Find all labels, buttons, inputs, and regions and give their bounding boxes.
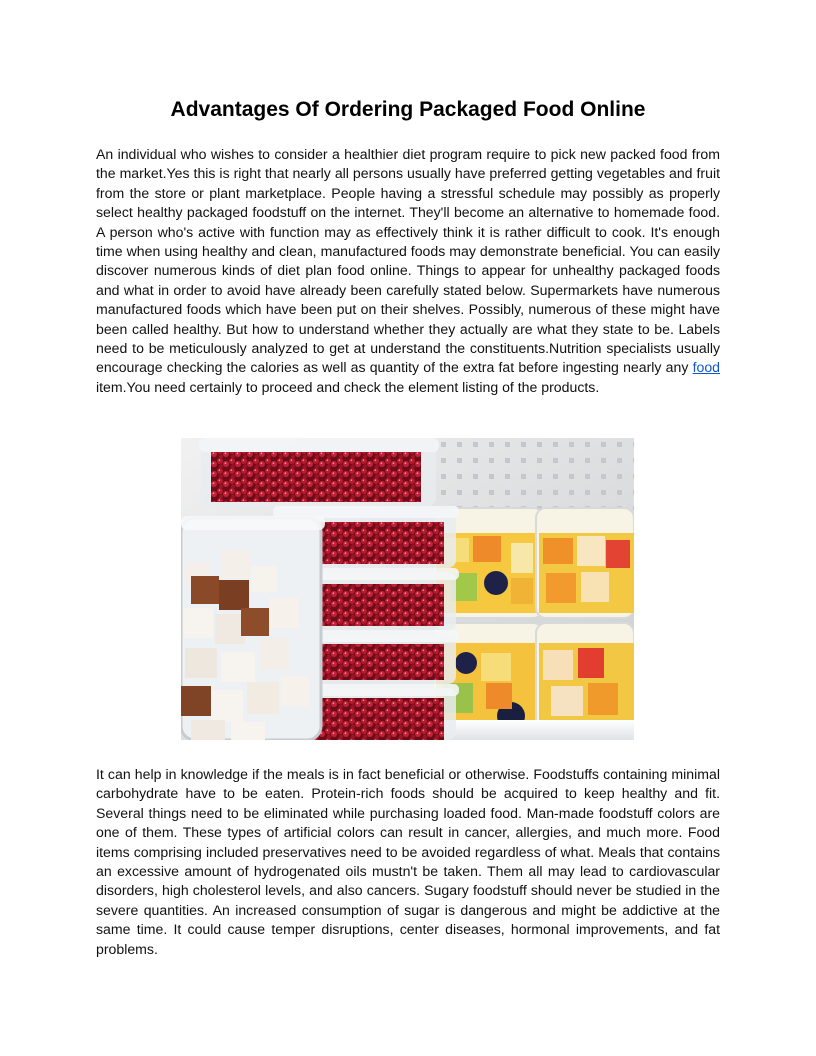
page-title: Advantages Of Ordering Packaged Food Online: [170, 98, 646, 121]
intro-text-after-link: item.You need certainly to proceed and check the element listing of the products.: [96, 378, 600, 395]
body-paragraph: It can help in knowledge if the meals is in fact beneficial or otherwise. Foodstuffs containing minimal carbohydrate have to be eaten. Protein-rich foods should be acquired to keep healthy and fit. Several things need to be eliminated while purchasing loaded food. Man-made foodstuff colors are one of them. These types of artificial colors can result in cancer, allergies, and much more. Food items comprising included preservatives need to be avoided regardless of what. Meals that contains an excessive amount of hydrogenated oils mustn't be taken. Them all may lead to cardiovascular disorders, high cholesterol levels, and also cancers. Sugary foodstuff should never be studied in the severe quantities. An increased consumption of sugar is dangerous and might be addictive at the same time. It could cause temper disruptions, center diseases, hormonal improvements, and fat problems.: [96, 766, 720, 957]
packaged-food-photo: [181, 438, 634, 740]
intro-paragraph: [96, 145, 720, 397]
food-link[interactable]: food: [692, 359, 720, 376]
coconut-container: [181, 516, 325, 740]
intro-text-before-link: An individual who wishes to consider a healthier diet program require to pick new packed food from the market.Yes this is right that nearly all persons usually have preferred getting vegetables and fruit from the store or plant marketplace. People having a stressful schedule may possibly as properly select healthy packaged foodstuff on the internet. They'll become an alternative to homemade food. A person who's active with function may as effectively think it is rather difficult to cook. It's enough time when using healthy and clean, manufactured foods may demonstrate beneficial. You can easily discover numerous kinds of diet plan food online. Things to appear for unhealthy packaged foods and what in order to avoid have already been carefully stated below. Supermarkets have numerous manufactured foods which have been put on their shelves. Possibly, numerous of these might have been called healthy. But how to understand whether they actually are what they state to be. Labels need to be meticulously analyzed to get at understand the constituents.Nutrition specialists usually encourage checking the calories as well as quantity of the extra fat before ingesting nearly any: [96, 146, 720, 376]
